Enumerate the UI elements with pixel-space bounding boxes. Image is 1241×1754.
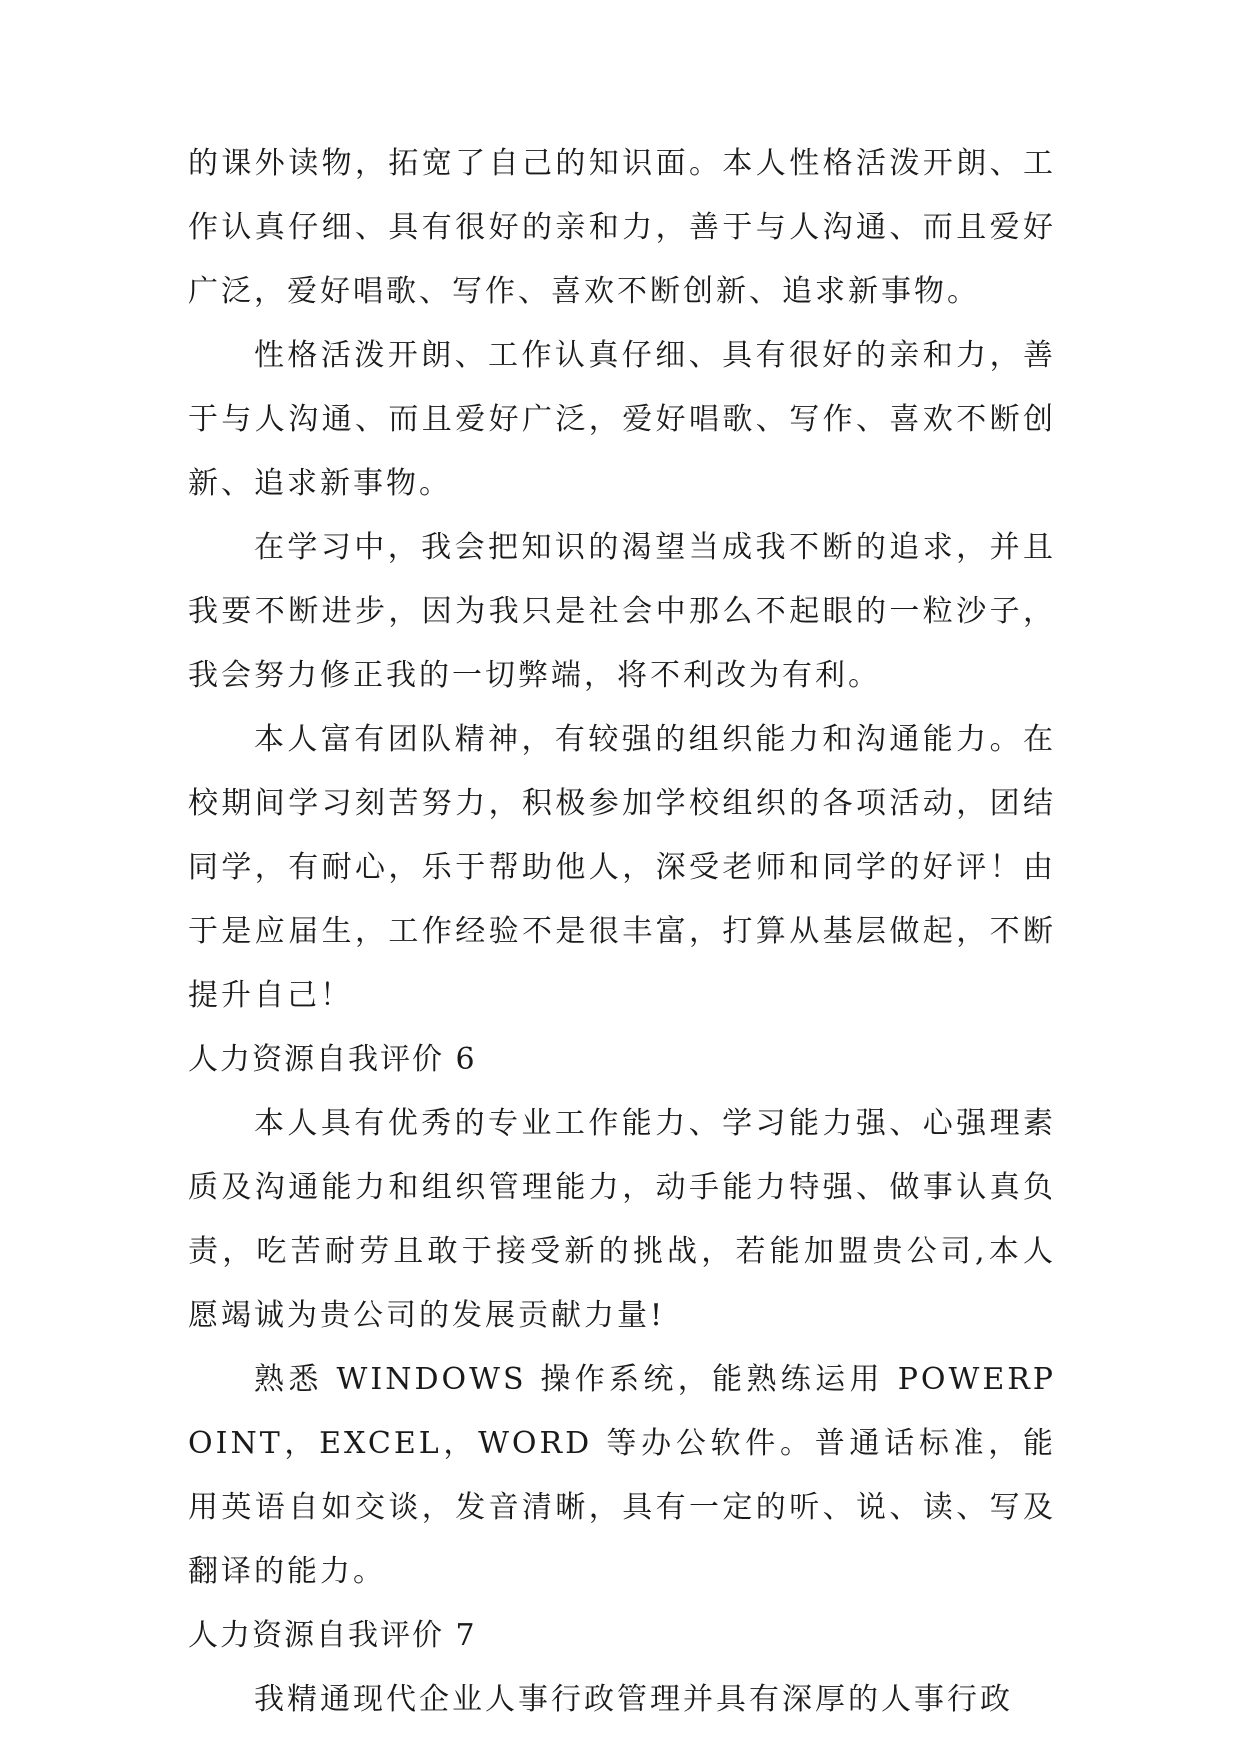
paragraph-abilities: 本人具有优秀的专业工作能力、学习能力强、心强理素质及沟通能力和组织管理能力，动手能力特强、做事认真负责，吃苦耐劳且敢于接受新的挑战，若能加盟贵公司,本人愿竭诚为贵公司的发展贡献力量! [188,1106,1056,1333]
section-heading-7: 人力资源自我评价 7 [188,1618,477,1653]
document-body [188,132,1056,1732]
section-heading-6: 人力资源自我评价 6 [188,1042,477,1077]
paragraph-continued: 的课外读物，拓宽了自己的知识面。本人性格活泼开朗、工作认真仔细、具有很好的亲和力，善于与人沟通、而且爱好广泛，爱好唱歌、写作、喜欢不断创新、追求新事物。 [188,146,1056,309]
paragraph-hr-management: 我精通现代企业人事行政管理并具有深厚的人事行政 [254,1682,1013,1717]
paragraph-personality: 性格活泼开朗、工作认真仔细、具有很好的亲和力，善于与人沟通、而且爱好广泛，爱好唱歌、写作、喜欢不断创新、追求新事物。 [188,338,1056,501]
paragraph-teamwork: 本人富有团队精神，有较强的组织能力和沟通能力。在校期间学习刻苦努力，积极参加学校组织的各项活动，团结同学，有耐心，乐于帮助他人，深受老师和同学的好评！由于是应届生，工作经验不是很丰富，打算从基层做起，不断提升自己！ [188,722,1056,1013]
paragraph-skills: 熟悉 WINDOWS 操作系统，能熟练运用 POWERPOINT，EXCEL，WORD 等办公软件。普通话标准，能用英语自如交谈，发音清晰，具有一定的听、说、读、写及翻译的能力。 [188,1362,1056,1589]
paragraph-learning: 在学习中，我会把知识的渴望当成我不断的追求，并且我要不断进步，因为我只是社会中那么不起眼的一粒沙子，我会努力修正我的一切弊端，将不利改为有利。 [188,530,1056,693]
